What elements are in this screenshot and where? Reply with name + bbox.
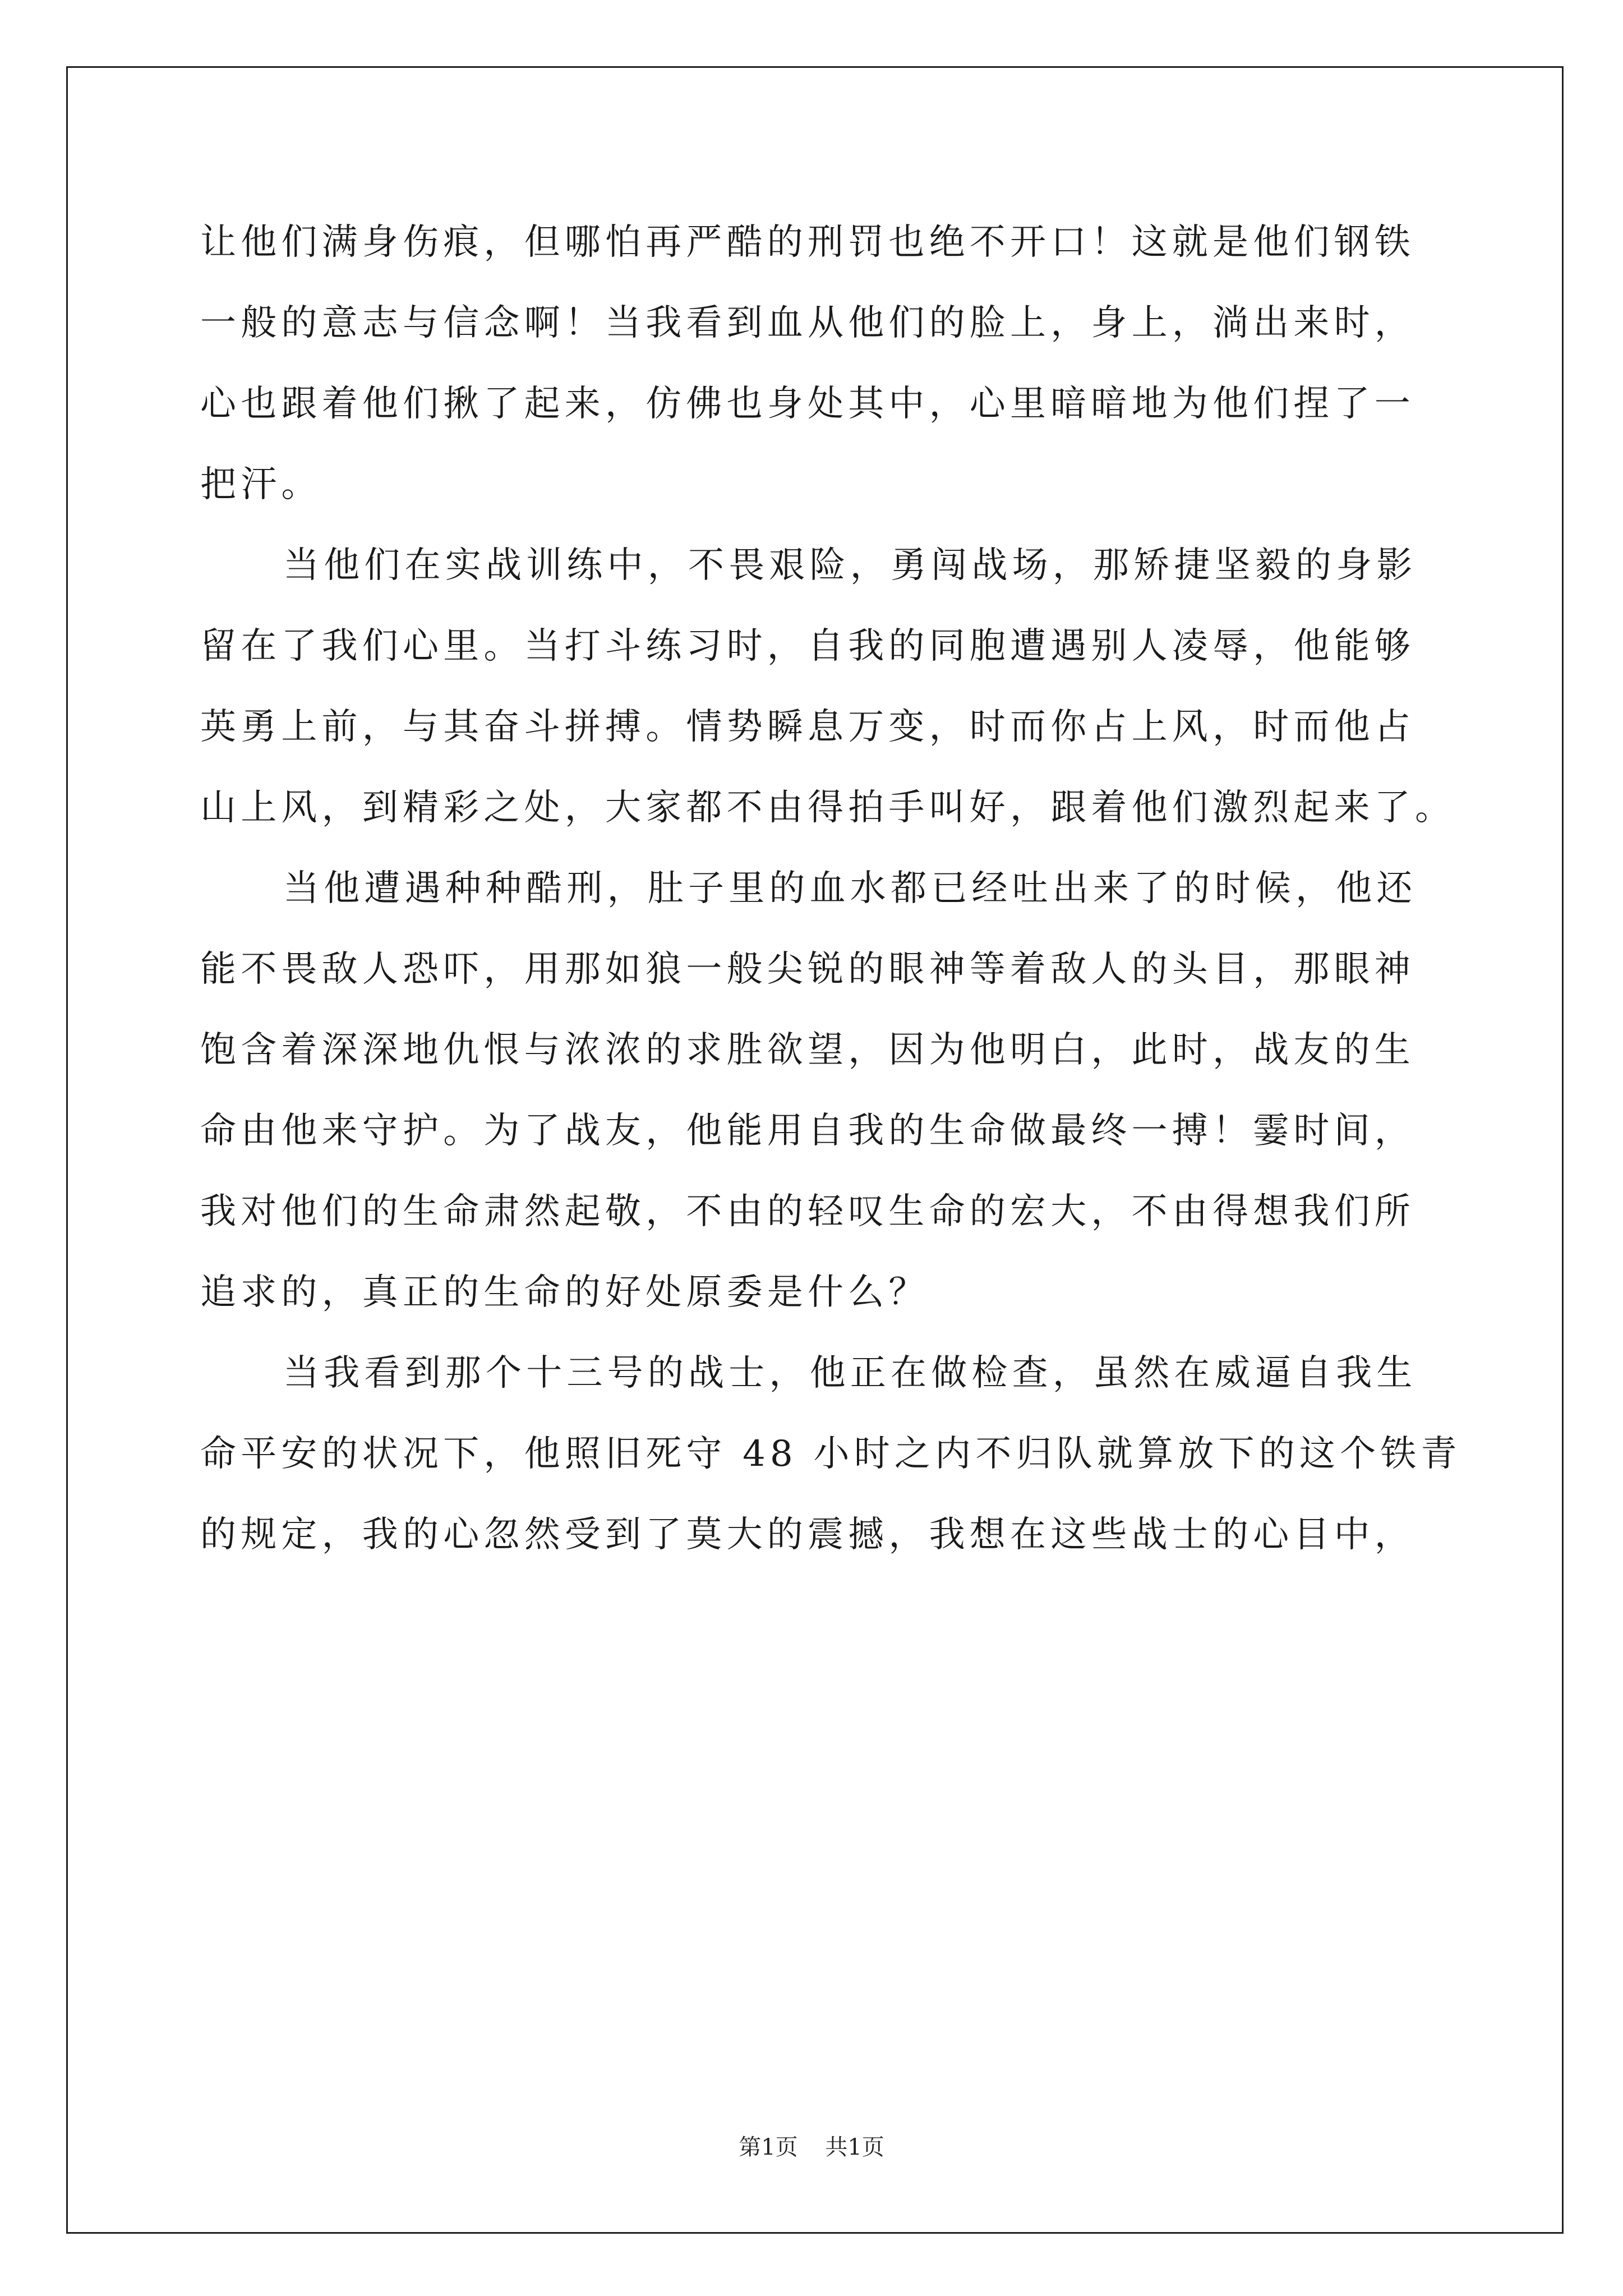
- text-line: 饱含着深深地仇恨与浓浓的求胜欲望，因为他明白，此时，战友的生: [200, 1029, 1415, 1071]
- text-line: 命平安的状况下，他照旧死守 48 小时之内不归队就算放下的这个铁青: [200, 1433, 1461, 1475]
- page-footer: [0, 2129, 1623, 2161]
- text-line: 追求的，真正的生命的好处原委是什么？: [200, 1272, 929, 1313]
- text-line: 山上风，到精彩之处，大家都不由得拍手叫好，跟着他们激烈起来了。: [200, 787, 1456, 829]
- text-line: 的规定，我的心忽然受到了莫大的震撼，我想在这些战士的心目中，: [200, 1514, 1415, 1556]
- paragraph-first-line: 当他遭遇种种酷刑，肚子里的血水都已经吐出来了的时候，他还: [283, 868, 1417, 909]
- text-line: 我对他们的生命肃然起敬，不由的轻叹生命的宏大，不由得想我们所: [200, 1191, 1415, 1232]
- text-line: 留在了我们心里。当打斗练习时，自我的同胞遭遇别人凌辱，他能够: [200, 625, 1415, 667]
- text-line: 命由他来守护。为了战友，他能用自我的生命做最终一搏！霎时间，: [200, 1110, 1415, 1152]
- text-line: 英勇上前，与其奋斗拼搏。情势瞬息万变，时而你占上风，时而他占: [200, 706, 1415, 748]
- page-total: 共1页: [825, 2134, 884, 2160]
- text-line: 让他们满身伤痕，但哪怕再严酷的刑罚也绝不开口！这就是他们钢铁: [200, 222, 1415, 263]
- paragraph-first-line: 当我看到那个十三号的战士，他正在做检查，虽然在威逼自我生: [283, 1352, 1417, 1394]
- text-line: 把汗。: [200, 464, 322, 505]
- page-number: 第1页: [739, 2134, 798, 2160]
- document-body: [200, 202, 1461, 1575]
- text-line: 能不畏敌人恐吓，用那如狼一般尖锐的眼神等着敌人的头目，那眼神: [200, 949, 1415, 990]
- paragraph-first-line: 当他们在实战训练中，不畏艰险，勇闯战场，那矫捷坚毅的身影: [283, 545, 1417, 586]
- text-line: 心也跟着他们揪了起来，仿佛也身处其中，心里暗暗地为他们捏了一: [200, 383, 1415, 425]
- text-line: 一般的意志与信念啊！当我看到血从他们的脸上，身上，淌出来时，: [200, 302, 1415, 344]
